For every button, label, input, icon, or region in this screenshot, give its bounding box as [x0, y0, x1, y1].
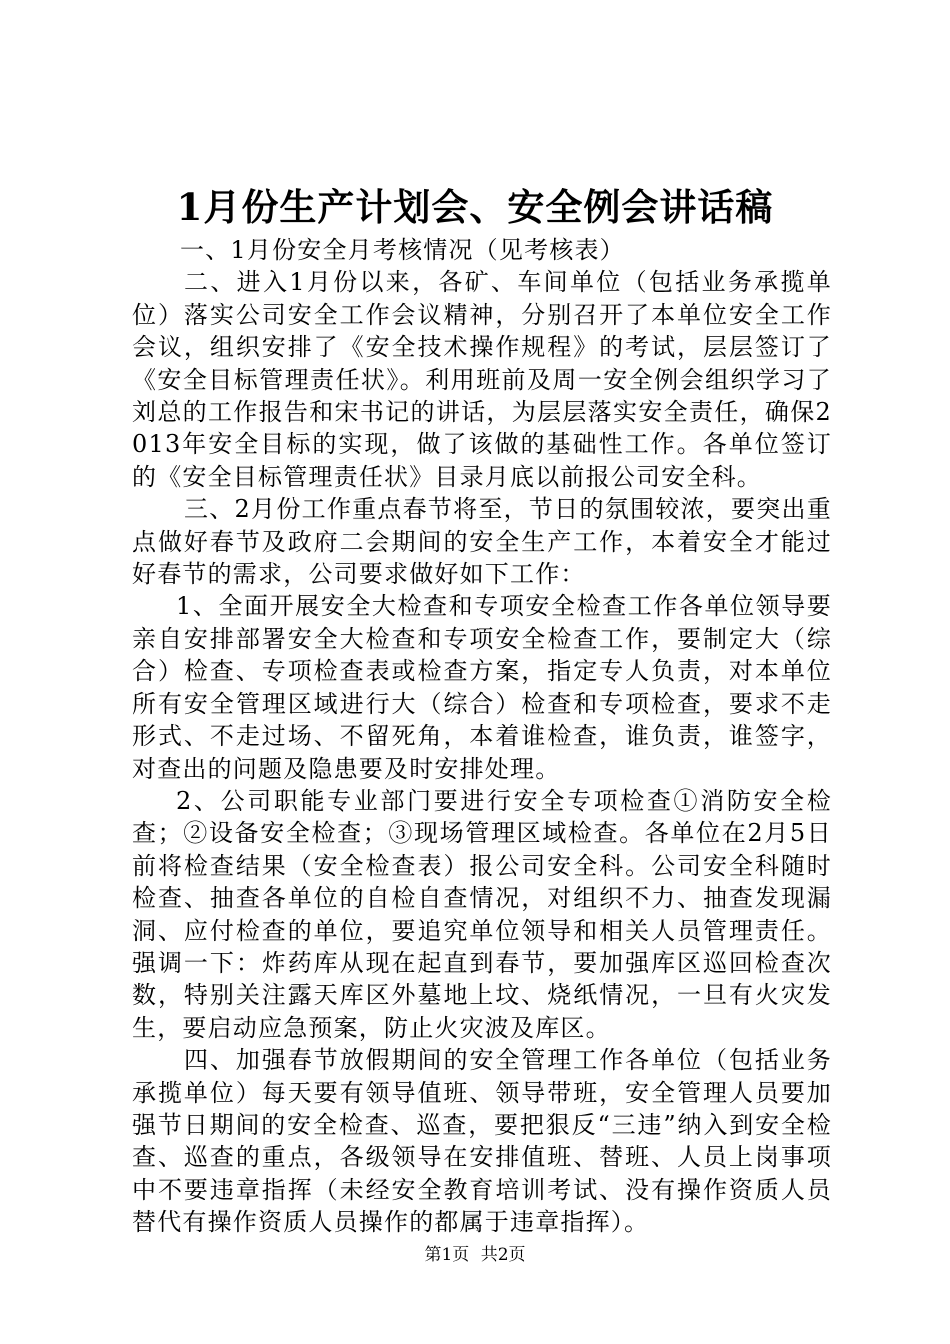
document-body [132, 234, 832, 1239]
paragraph-february-focus: 三、2月份工作重点春节将至，节日的氛围较浓，要突出重点做好春节及政府二会期间的安全生产工作，本着安全才能过好春节的需求，公司要求做好如下工作： [132, 495, 832, 589]
document-title: 1月份生产计划会、安全例会讲话稿 [176, 185, 774, 229]
paragraph-safety-inspection: 1、全面开展安全大检查和专项安全检查工作各单位领导要亲自安排部署安全大检查和专项安全检查工作，要制定大（综合）检查、专项检查表或检查方案，指定专人负责，对本单位所有安全管理区域进行大（综合）检查和专项检查，要求不走形式、不走过场、不留死角，本着谁检查，谁负责，谁签字，对查出的问题及隐患要及时安排处理。 [132, 592, 832, 783]
paragraph-assessment: 一、1月份安全月考核情况（见考核表） [180, 236, 625, 264]
paragraph-holiday-management: 四、加强春节放假期间的安全管理工作各单位（包括业务承揽单位）每天要有领导值班、领导带班，安全管理人员要加强节日期间的安全检查、巡查，要把狠反“三违”纳入到安全检查、巡查的重点，各级领导在安排值班、替班、人员上岗事项中不要违章指挥（未经安全教育培训考试、没有操作资质人员替代有操作资质人员操作的都属于违章指挥）。 [132, 1046, 832, 1237]
page-number: 第1页 [424, 1245, 470, 1265]
page-total: 共2页 [480, 1245, 526, 1265]
page-footer [0, 1243, 950, 1267]
paragraph-special-inspection: 2、公司职能专业部门要进行安全专项检查①消防安全检查；②设备安全检查；③现场管理区域检查。各单位在2月5日前将检查结果（安全检查表）报公司安全科。公司安全科随时检查、抽查各单位的自检自查情况，对组织不力、抽查发现漏洞、应付检查的单位，要追究单位领导和相关人员管理责任。强调一下：炸药库从现在起直到春节，要加强库区巡回检查次数，特别关注露天库区外墓地上坟、烧纸情况，一旦有火灾发生，要启动应急预案，防止火灾波及库区。 [132, 786, 832, 1042]
paragraph-january-work: 二、进入1月份以来，各矿、车间单位（包括业务承揽单位）落实公司安全工作会议精神，分别召开了本单位安全工作会议，组织安排了《安全技术操作规程》的考试，层层签订了《安全目标管理责任状》。利用班前及周一安全例会组织学习了刘总的工作报告和宋书记的讲话，为层层落实安全责任，确保2013年安全目标的实现，做了该做的基础性工作。各单位签订的《安全目标管理责任状》目录月底以前报公司安全科。 [132, 268, 832, 491]
